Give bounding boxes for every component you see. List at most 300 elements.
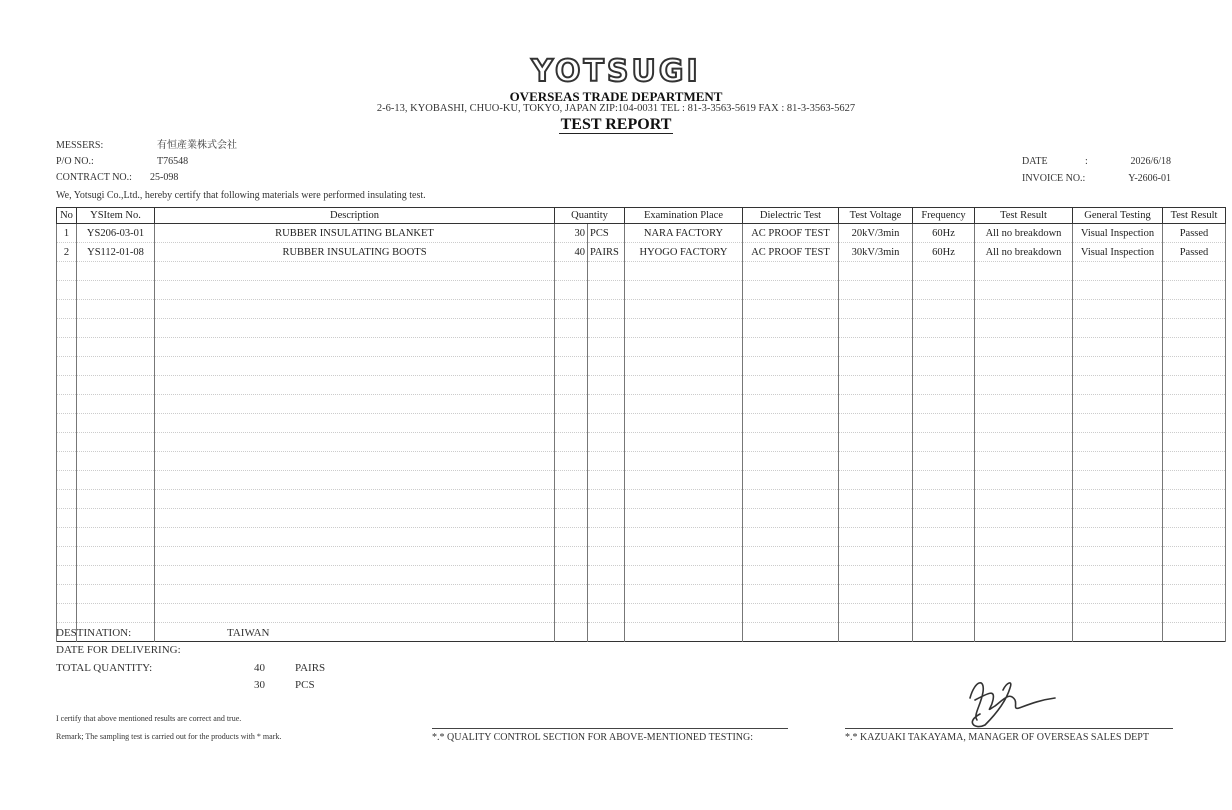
empty-cell [77,528,155,547]
empty-cell [588,623,625,642]
empty-cell [839,471,913,490]
empty-row [57,547,1226,566]
empty-cell [77,338,155,357]
empty-cell [155,376,555,395]
empty-cell [77,433,155,452]
empty-cell [839,452,913,471]
row-description: RUBBER INSULATING BOOTS [155,243,555,262]
certify-text: We, Yotsugi Co.,Ltd., hereby certify that following materials were performed insulating test. [56,190,426,201]
empty-cell [155,623,555,642]
empty-cell [555,338,588,357]
empty-cell [155,395,555,414]
empty-cell [57,528,77,547]
empty-cell [1163,452,1226,471]
empty-cell [975,547,1073,566]
messers-value: 有恒產業株式会社 [157,140,237,151]
empty-cell [1073,566,1163,585]
total-pairs-unit: PAIRS [295,662,326,674]
header-item-no: YSItem No. [77,208,155,224]
empty-cell [625,566,743,585]
row-result-2: Passed [1163,224,1226,243]
empty-cell [625,319,743,338]
empty-cell [913,547,975,566]
empty-cell [913,490,975,509]
table-header-row [57,208,1226,224]
row-no: 2 [57,243,77,262]
header-dielectric-test: Dielectric Test [743,208,839,224]
empty-cell [1163,414,1226,433]
manager-label: *.* KAZUAKI TAKAYAMA, MANAGER OF OVERSEAS SALES DEPT [845,732,1149,743]
empty-cell [743,433,839,452]
empty-cell [588,566,625,585]
empty-cell [588,281,625,300]
empty-cell [155,300,555,319]
qc-section-label: *.* QUALITY CONTROL SECTION FOR ABOVE-MENTIONED TESTING: [432,732,754,743]
empty-cell [57,471,77,490]
empty-cell [839,433,913,452]
document-title-text: TEST REPORT [560,116,672,133]
empty-cell [625,395,743,414]
empty-cell [77,471,155,490]
empty-cell [743,319,839,338]
empty-cell [743,566,839,585]
empty-row [57,281,1226,300]
empty-cell [555,623,588,642]
empty-cell [1163,547,1226,566]
empty-cell [155,281,555,300]
empty-cell [57,395,77,414]
empty-cell [625,585,743,604]
empty-cell [155,319,555,338]
empty-cell [77,547,155,566]
header-test-result-2: Test Result [1163,208,1226,224]
empty-cell [155,452,555,471]
empty-cell [57,490,77,509]
empty-cell [913,376,975,395]
empty-cell [975,471,1073,490]
empty-cell [913,281,975,300]
empty-cell [77,357,155,376]
manager-signature-line [845,728,1173,729]
empty-cell [1073,395,1163,414]
empty-cell [1163,281,1226,300]
header-no: No [57,208,77,224]
empty-cell [625,528,743,547]
empty-cell [588,319,625,338]
empty-cell [839,300,913,319]
empty-cell [57,585,77,604]
empty-cell [913,623,975,642]
empty-cell [625,471,743,490]
empty-cell [1073,414,1163,433]
row-qty: 40 [555,243,588,262]
empty-cell [1163,490,1226,509]
destination-label: DESTINATION: [56,627,132,639]
contract-value: 25-098 [150,172,179,183]
empty-cell [555,319,588,338]
row-dielectric: AC PROOF TEST [743,243,839,262]
company-address: 2-6-13, KYOBASHI, CHUO-KU, TOKYO, JAPAN ZIP:104-0031 TEL : 81-3-3563-5619 FAX : 81-3-3563-5627 [376,103,856,114]
header-examination-place: Examination Place [625,208,743,224]
empty-cell [555,414,588,433]
empty-cell [155,490,555,509]
empty-cell [155,604,555,623]
empty-cell [1073,547,1163,566]
po-label: P/O NO.: [56,156,94,167]
empty-cell [588,452,625,471]
empty-cell [57,338,77,357]
empty-cell [588,585,625,604]
empty-cell [913,395,975,414]
empty-cell [555,433,588,452]
row-result: All no breakdown [975,224,1073,243]
empty-row [57,509,1226,528]
company-logo: YOTSUGI [531,54,701,89]
empty-cell [77,566,155,585]
empty-cell [588,338,625,357]
header-quantity: Quantity [555,208,625,224]
remark-note: Remark; The sampling test is carried out for the products with * mark. [56,732,282,741]
empty-cell [625,376,743,395]
total-pairs-qty: 40 [254,662,265,674]
empty-cell [975,300,1073,319]
empty-cell [588,490,625,509]
empty-cell [975,509,1073,528]
empty-cell [155,471,555,490]
row-item-no: YS206-03-01 [77,224,155,243]
empty-cell [555,376,588,395]
empty-cell [77,452,155,471]
empty-cell [625,262,743,281]
empty-cell [1073,319,1163,338]
row-result-2: Passed [1163,243,1226,262]
empty-cell [588,547,625,566]
empty-row [57,566,1226,585]
empty-cell [77,376,155,395]
empty-cell [913,528,975,547]
empty-cell [625,623,743,642]
empty-cell [839,338,913,357]
empty-cell [555,281,588,300]
total-pcs-unit: PCS [295,679,315,691]
empty-cell [839,566,913,585]
row-general: Visual Inspection [1073,224,1163,243]
table-row [57,224,1226,243]
empty-cell [1073,433,1163,452]
empty-cell [913,585,975,604]
empty-cell [625,414,743,433]
empty-cell [77,509,155,528]
qc-signature-line [432,728,788,729]
empty-cell [743,623,839,642]
empty-cell [555,566,588,585]
header-frequency: Frequency [913,208,975,224]
empty-cell [1163,433,1226,452]
empty-cell [77,490,155,509]
empty-cell [913,433,975,452]
empty-cell [588,395,625,414]
empty-cell [1073,338,1163,357]
row-no: 1 [57,224,77,243]
empty-row [57,490,1226,509]
empty-cell [77,300,155,319]
empty-cell [57,604,77,623]
empty-cell [555,509,588,528]
empty-cell [913,452,975,471]
row-voltage: 30kV/3min [839,243,913,262]
row-unit: PCS [588,224,625,243]
empty-cell [1163,528,1226,547]
empty-cell [975,281,1073,300]
empty-cell [743,585,839,604]
empty-row [57,262,1226,281]
empty-cell [155,585,555,604]
empty-cell [77,395,155,414]
empty-cell [625,300,743,319]
empty-cell [839,395,913,414]
empty-cell [588,376,625,395]
header-general-testing: General Testing [1073,208,1163,224]
messers-label: MESSERS: [56,140,104,151]
empty-cell [1073,471,1163,490]
empty-row [57,338,1226,357]
row-item-no: YS112-01-08 [77,243,155,262]
empty-cell [839,414,913,433]
empty-cell [975,319,1073,338]
empty-cell [975,262,1073,281]
empty-cell [57,281,77,300]
empty-cell [1163,319,1226,338]
empty-cell [1163,604,1226,623]
empty-cell [1073,604,1163,623]
empty-cell [155,528,555,547]
empty-cell [1073,509,1163,528]
empty-cell [839,490,913,509]
empty-cell [1163,338,1226,357]
empty-cell [1073,357,1163,376]
empty-row [57,433,1226,452]
empty-row [57,471,1226,490]
date-separator: : [1085,156,1088,167]
empty-cell [588,528,625,547]
empty-cell [1073,281,1163,300]
empty-row [57,528,1226,547]
empty-cell [77,604,155,623]
empty-cell [77,262,155,281]
empty-cell [1163,509,1226,528]
empty-cell [625,338,743,357]
empty-cell [839,376,913,395]
empty-cell [57,566,77,585]
empty-cell [743,452,839,471]
destination-value: TAIWAN [227,627,270,639]
empty-cell [1163,471,1226,490]
empty-cell [1073,376,1163,395]
empty-cell [155,547,555,566]
empty-cell [1073,585,1163,604]
row-place: NARA FACTORY [625,224,743,243]
row-frequency: 60Hz [913,243,975,262]
empty-cell [839,319,913,338]
empty-cell [57,376,77,395]
empty-cell [913,319,975,338]
empty-cell [1163,300,1226,319]
empty-cell [743,262,839,281]
empty-cell [839,262,913,281]
table-row [57,243,1226,262]
empty-cell [975,452,1073,471]
empty-cell [913,338,975,357]
empty-row [57,319,1226,338]
empty-cell [743,281,839,300]
empty-cell [975,395,1073,414]
invoice-label: INVOICE NO.: [1022,173,1086,184]
empty-cell [743,471,839,490]
empty-cell [555,490,588,509]
empty-cell [743,300,839,319]
empty-cell [743,357,839,376]
contract-label: CONTRACT NO.: [56,172,132,183]
empty-cell [913,357,975,376]
empty-cell [1163,623,1226,642]
empty-cell [625,452,743,471]
empty-row [57,452,1226,471]
document-title [0,116,1232,134]
empty-cell [1073,262,1163,281]
total-quantity-label: TOTAL QUANTITY: [56,662,153,674]
header-test-result: Test Result [975,208,1073,224]
empty-cell [1073,452,1163,471]
empty-cell [625,357,743,376]
empty-cell [155,566,555,585]
empty-cell [155,433,555,452]
row-place: HYOGO FACTORY [625,243,743,262]
empty-cell [555,547,588,566]
empty-cell [555,357,588,376]
empty-cell [975,528,1073,547]
empty-cell [839,604,913,623]
empty-cell [743,509,839,528]
delivering-label: DATE FOR DELIVERING: [56,644,181,656]
empty-cell [57,357,77,376]
row-unit: PAIRS [588,243,625,262]
manager-signature [955,670,1075,730]
empty-cell [975,604,1073,623]
empty-cell [555,300,588,319]
empty-cell [1163,585,1226,604]
empty-cell [555,585,588,604]
empty-row [57,604,1226,623]
test-results-table [56,207,1226,642]
empty-cell [1073,490,1163,509]
empty-cell [913,300,975,319]
empty-cell [839,623,913,642]
date-value: 2026/6/18 [1130,156,1171,167]
empty-cell [625,547,743,566]
empty-cell [743,490,839,509]
empty-cell [155,414,555,433]
empty-cell [588,509,625,528]
empty-cell [743,376,839,395]
empty-cell [913,414,975,433]
empty-cell [77,414,155,433]
empty-cell [1073,623,1163,642]
empty-cell [625,490,743,509]
empty-row [57,414,1226,433]
empty-row [57,585,1226,604]
empty-cell [625,509,743,528]
empty-cell [625,604,743,623]
empty-cell [975,357,1073,376]
empty-cell [975,414,1073,433]
empty-cell [975,338,1073,357]
empty-cell [77,319,155,338]
empty-cell [975,585,1073,604]
empty-cell [839,281,913,300]
empty-cell [555,452,588,471]
empty-cell [743,604,839,623]
empty-cell [588,262,625,281]
empty-cell [1163,395,1226,414]
empty-cell [57,509,77,528]
empty-row [57,357,1226,376]
empty-cell [975,566,1073,585]
empty-cell [555,262,588,281]
empty-cell [155,262,555,281]
empty-cell [913,509,975,528]
empty-cell [839,547,913,566]
row-dielectric: AC PROOF TEST [743,224,839,243]
row-voltage: 20kV/3min [839,224,913,243]
empty-cell [588,471,625,490]
empty-cell [913,566,975,585]
empty-cell [625,433,743,452]
po-value: T76548 [157,156,189,167]
empty-cell [1073,528,1163,547]
total-pcs-qty: 30 [254,679,265,691]
empty-cell [555,395,588,414]
empty-cell [155,357,555,376]
empty-cell [839,528,913,547]
empty-cell [839,585,913,604]
department-name: OVERSEAS TRADE DEPARTMENT [509,89,723,104]
empty-cell [57,262,77,281]
empty-cell [588,433,625,452]
row-description: RUBBER INSULATING BLANKET [155,224,555,243]
empty-cell [975,623,1073,642]
empty-cell [913,262,975,281]
date-label: DATE [1022,156,1048,167]
empty-cell [839,509,913,528]
empty-cell [77,585,155,604]
empty-cell [743,338,839,357]
empty-cell [975,490,1073,509]
empty-cell [155,509,555,528]
row-result: All no breakdown [975,243,1073,262]
row-qty: 30 [555,224,588,243]
empty-cell [77,281,155,300]
empty-cell [743,414,839,433]
empty-cell [1163,357,1226,376]
empty-cell [975,376,1073,395]
empty-cell [57,452,77,471]
empty-cell [743,547,839,566]
empty-row [57,376,1226,395]
empty-cell [975,433,1073,452]
row-frequency: 60Hz [913,224,975,243]
empty-cell [588,357,625,376]
empty-cell [1163,566,1226,585]
